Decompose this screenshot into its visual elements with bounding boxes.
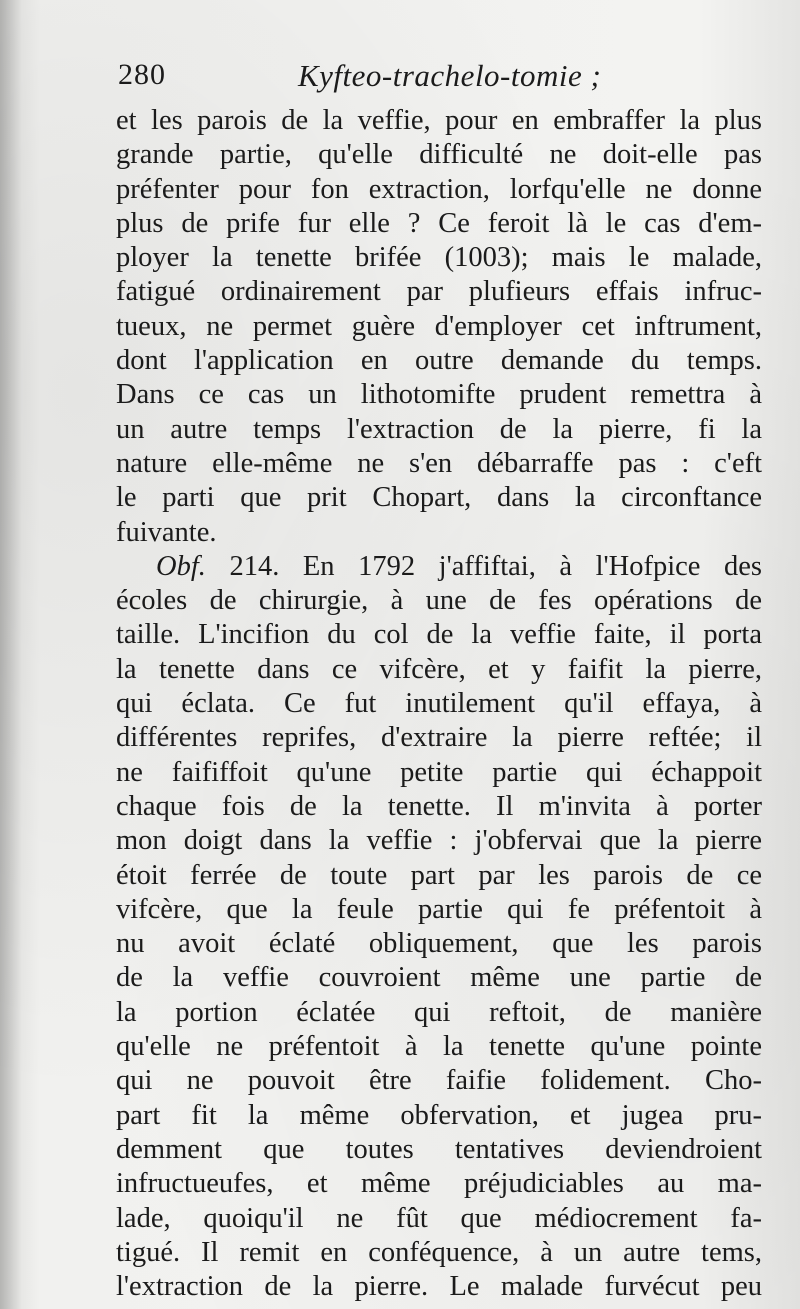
running-head [118, 58, 758, 102]
page-number: 280 [118, 58, 166, 91]
observation-heading-line [116, 550, 762, 584]
observation-first-line: 214. En 1792 j'affiftai, à l'Hofpice des [229, 550, 762, 582]
text-line: qu'elle ne préfentoit à la tenette qu'une pointe [116, 1031, 762, 1063]
text-line: fatigué ordinairement par plufieurs effais infruc- [116, 276, 762, 308]
text-line: le parti que prit Chopart, dans la circonftance [116, 482, 762, 514]
text-line: Dans ce cas un lithotomifte prudent remettra à [116, 379, 762, 411]
text-line: l'extraction de la pierre. Le malade furvécut peu [116, 1271, 762, 1303]
text-line: écoles de chirurgie, à une de fes opérations de [116, 585, 762, 617]
text-line: chaque fois de la tenette. Il m'invita à porter [116, 790, 762, 822]
text-line: tueux, ne permet guère d'employer cet inftrument, [116, 310, 762, 342]
running-title: Kyfteo-trachelo-tomie ; [298, 58, 602, 93]
text-line: part fit la même obfervation, et jugea pru- [116, 1099, 762, 1131]
gutter-shadow [0, 0, 22, 1309]
text-line: préfenter pour fon extraction, lorfqu'elle ne donne [116, 173, 762, 205]
text-line: la portion éclatée qui reftoit, de manière [116, 996, 762, 1028]
text-line: de la veffie couvroient même une partie de [116, 962, 762, 994]
text-line: vifcère, que la feule partie qui fe préfentoit à [116, 893, 762, 925]
text-line: tigué. Il remit en conféquence, à un autre tems, [116, 1236, 762, 1268]
observation-label: Obf. [156, 550, 206, 582]
text-line: étoit ferrée de toute part par les parois de ce [116, 859, 762, 891]
text-line: taille. L'incifion du col de la veffie faite, il porta [116, 619, 762, 651]
text-line: ployer la tenette brifée (1003); mais le malade, [116, 242, 762, 274]
text-line: lade, quoiqu'il ne fût que médiocrement fa- [116, 1202, 762, 1234]
text-line: qui ne pouvoit être faifie folidement. Cho- [116, 1065, 762, 1097]
text-line: dont l'application en outre demande du temps. [116, 345, 762, 377]
text-line: ne faififfoit qu'une petite partie qui échappoit [116, 756, 762, 788]
text-line: la tenette dans ce vifcère, et y faifit la pierre, [116, 653, 762, 685]
text-line: nu avoit éclaté obliquement, que les parois [116, 928, 762, 960]
text-line: grande partie, qu'elle difficulté ne doit-elle pas [116, 139, 762, 171]
text-line: demment que toutes tentatives deviendroient [116, 1133, 762, 1165]
text-line: fuivante. [116, 516, 217, 548]
text-line: plus de prife fur elle ? Ce feroit là le cas d'em- [116, 207, 762, 239]
text-line: mon doigt dans la veffie : j'obfervai que la pierre [116, 825, 762, 857]
text-line: et les parois de la veffie, pour en embraffer la plus [116, 105, 762, 136]
text-line: nature elle-même ne s'en débarraffe pas : c'eft [116, 447, 762, 479]
text-line: différentes reprifes, d'extraire la pierre reftée; il [116, 722, 762, 754]
body-text [116, 104, 762, 1304]
text-line: qui éclata. Ce fut inutilement qu'il effaya, à [116, 688, 762, 720]
text-line: infructueufes, et même préjudiciables au ma- [116, 1168, 762, 1200]
text-line: un autre temps l'extraction de la pierre, fi la [116, 413, 762, 445]
